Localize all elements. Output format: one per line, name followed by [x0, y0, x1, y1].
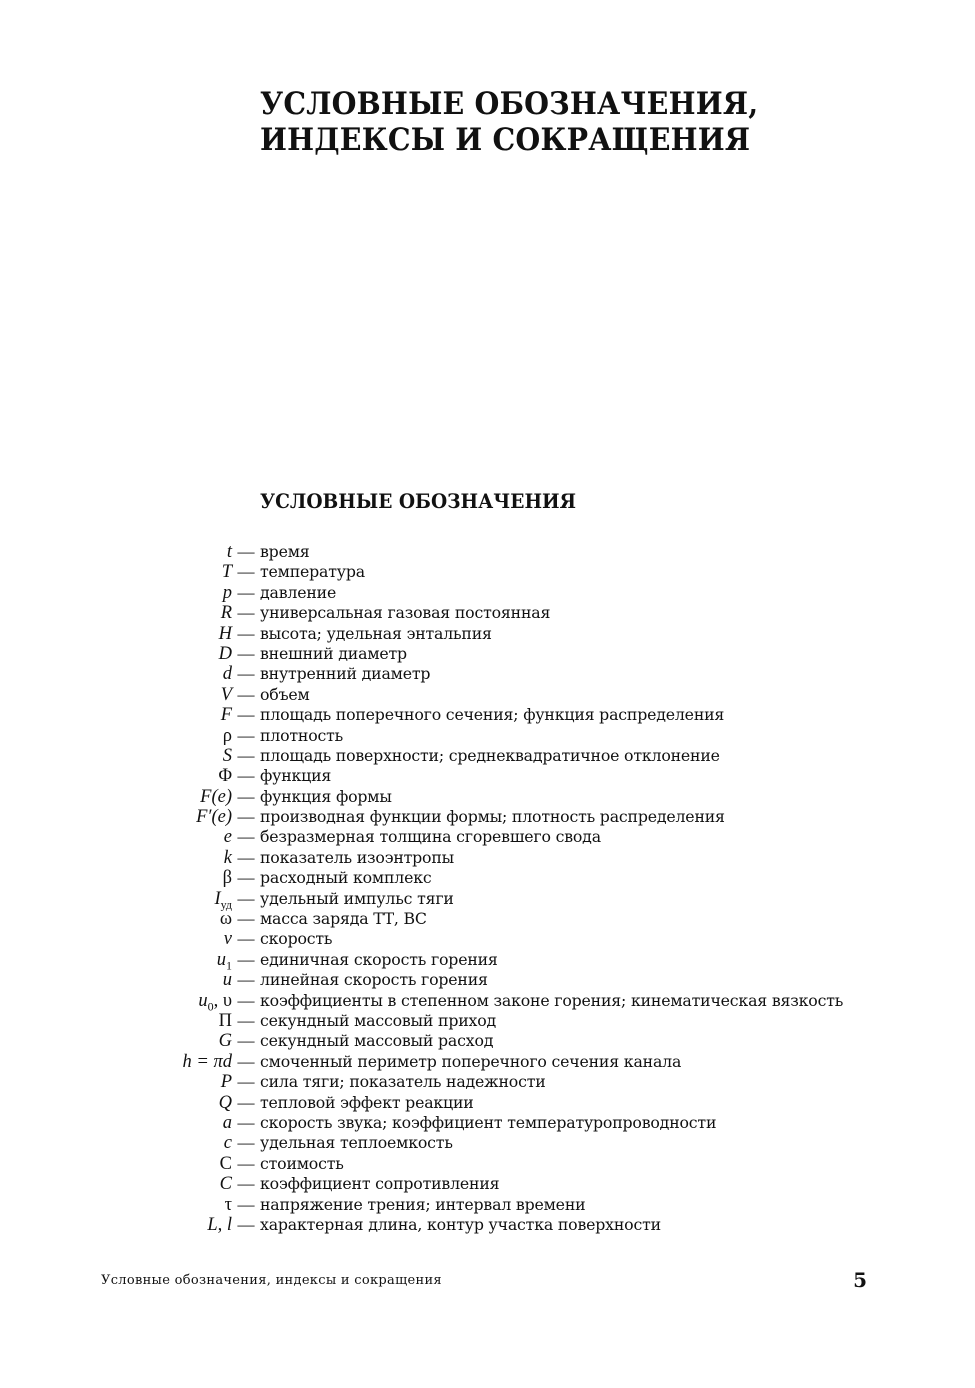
- em-dash: —: [237, 766, 255, 786]
- notation-row: [0, 929, 975, 949]
- notation-symbol-base: v: [223, 929, 232, 950]
- notation-row: [0, 1031, 975, 1051]
- notation-row: [0, 644, 975, 664]
- notation-symbol-base: C: [219, 1174, 232, 1195]
- em-dash: —: [237, 970, 255, 990]
- notation-description: удельная теплоемкость: [260, 1133, 453, 1153]
- notation-description: расходный комплекс: [260, 868, 432, 888]
- notation-symbol: [0, 848, 232, 869]
- page-title: [260, 86, 758, 158]
- notation-symbol-subscript: 0: [207, 999, 214, 1014]
- notation-symbol-base: e: [223, 827, 232, 848]
- notation-symbol-base: u: [216, 949, 226, 970]
- em-dash: —: [237, 705, 255, 725]
- notation-description: линейная скорость горения: [260, 970, 488, 990]
- notation-row: [0, 603, 975, 623]
- notation-symbol-base: τ: [224, 1194, 232, 1215]
- notation-row: [0, 685, 975, 705]
- notation-description: безразмерная толщина сгоревшего свода: [260, 827, 601, 847]
- notation-list: [0, 542, 975, 1235]
- notation-row: [0, 562, 975, 582]
- notation-symbol: [0, 1174, 232, 1195]
- notation-description: универсальная газовая постоянная: [260, 603, 551, 623]
- running-footer: Условные обозначения, индексы и сокращения: [101, 1273, 442, 1288]
- notation-symbol-base: p: [222, 582, 232, 603]
- page-title-line-1: УСЛОВНЫЕ ОБОЗНАЧЕНИЯ,: [260, 86, 759, 122]
- em-dash: —: [237, 1194, 255, 1214]
- em-dash: —: [237, 949, 255, 969]
- em-dash: —: [237, 1214, 255, 1234]
- notation-symbol: [0, 1093, 232, 1114]
- notation-description: внутренний диаметр: [260, 664, 431, 684]
- notation-symbol-base: c: [223, 1133, 232, 1154]
- notation-row: [0, 1113, 975, 1133]
- notation-row: [0, 1133, 975, 1153]
- em-dash: —: [237, 786, 255, 806]
- em-dash: —: [237, 664, 255, 684]
- notation-symbol: [0, 644, 232, 665]
- notation-description: температура: [260, 562, 365, 582]
- notation-row: [0, 1215, 975, 1235]
- notation-symbol: [0, 970, 232, 991]
- em-dash: —: [237, 909, 255, 929]
- notation-symbol: [0, 868, 232, 889]
- notation-symbol-base: β: [222, 868, 232, 889]
- notation-symbol-base: H: [218, 623, 232, 644]
- notation-symbol: [0, 603, 232, 624]
- em-dash: —: [237, 1174, 255, 1194]
- em-dash: —: [237, 623, 255, 643]
- page-number: 5: [853, 1268, 867, 1292]
- notation-row: [0, 664, 975, 684]
- notation-description: сила тяги; показатель надежности: [260, 1072, 546, 1092]
- em-dash: —: [237, 929, 255, 949]
- notation-row: [0, 624, 975, 644]
- notation-symbol-base: h = πd: [182, 1051, 232, 1072]
- notation-symbol-base: Φ: [218, 766, 232, 787]
- notation-description: тепловой эффект реакции: [260, 1092, 474, 1112]
- notation-symbol: [0, 1195, 232, 1216]
- notation-symbol: [0, 787, 232, 808]
- notation-description: секундный массовый приход: [260, 1010, 497, 1030]
- notation-row: [0, 807, 975, 827]
- notation-description: время: [260, 542, 310, 561]
- em-dash: —: [237, 1072, 255, 1092]
- notation-description: коэффициенты в степенном законе горения; кинематическая вязкость: [260, 990, 844, 1010]
- em-dash: —: [237, 888, 255, 908]
- notation-symbol-base: F: [220, 705, 232, 726]
- notation-symbol-base: d: [222, 664, 232, 685]
- notation-row: [0, 1052, 975, 1072]
- notation-symbol-base: T: [221, 562, 232, 583]
- notation-symbol-base: P: [220, 1072, 232, 1093]
- notation-row: [0, 888, 975, 912]
- notation-row: [0, 705, 975, 725]
- section-title: УСЛОВНЫЕ ОБОЗНАЧЕНИЯ: [260, 489, 576, 513]
- notation-symbol-base: u: [198, 990, 208, 1011]
- notation-description: показатель изоэнтропы: [260, 847, 455, 867]
- em-dash: —: [237, 542, 255, 561]
- notation-symbol: [0, 726, 232, 747]
- notation-description: единичная скорость горения: [260, 949, 498, 969]
- notation-symbol-base: F(e): [200, 786, 232, 807]
- notation-symbol: [0, 807, 232, 828]
- notation-description: функция формы: [260, 786, 392, 806]
- notation-row: [0, 766, 975, 786]
- notation-description: скорость звука; коэффициент температуропроводности: [260, 1112, 717, 1132]
- em-dash: —: [237, 1031, 255, 1051]
- notation-symbol-base: G: [218, 1031, 232, 1052]
- page-title-line-2: ИНДЕКСЫ И СОКРАЩЕНИЯ: [260, 122, 751, 158]
- notation-description: скорость: [260, 929, 333, 949]
- notation-symbol: [0, 909, 232, 930]
- notation-description: характерная длина, контур участка поверхности: [260, 1214, 661, 1234]
- notation-symbol: [0, 766, 232, 787]
- notation-symbol-base: S: [222, 745, 232, 766]
- notation-symbol: [0, 624, 232, 645]
- notation-row: [0, 1072, 975, 1092]
- notation-symbol-subscript: уд: [220, 897, 232, 912]
- notation-description: коэффициент сопротивления: [260, 1174, 500, 1194]
- notation-description: плотность: [260, 725, 344, 745]
- notation-row: [0, 909, 975, 929]
- notation-symbol: [0, 542, 232, 563]
- em-dash: —: [237, 643, 255, 663]
- notation-symbol-subscript: 1: [226, 958, 232, 973]
- em-dash: —: [237, 827, 255, 847]
- notation-row: [0, 1093, 975, 1113]
- notation-symbol: [0, 1031, 232, 1052]
- notation-symbol-base: R: [220, 603, 232, 624]
- notation-symbol-base: Π: [218, 1010, 232, 1031]
- notation-row: [0, 542, 975, 562]
- notation-row: [0, 827, 975, 847]
- notation-row: [0, 746, 975, 766]
- em-dash: —: [237, 725, 255, 745]
- notation-symbol: [0, 1011, 232, 1032]
- notation-symbol: [0, 583, 232, 604]
- notation-description: стоимость: [260, 1153, 344, 1173]
- notation-description: секундный массовый расход: [260, 1031, 494, 1051]
- notation-row: [0, 787, 975, 807]
- notation-symbol: [0, 1052, 232, 1073]
- notation-symbol-suffix: , υ: [213, 990, 232, 1011]
- em-dash: —: [237, 562, 255, 582]
- notation-row: [0, 990, 975, 1014]
- notation-row: [0, 970, 975, 990]
- notation-symbol-base: k: [223, 847, 232, 868]
- notation-description: площадь поперечного сечения; функция распределения: [260, 705, 725, 725]
- em-dash: —: [237, 745, 255, 765]
- notation-description: высота; удельная энтальпия: [260, 623, 492, 643]
- em-dash: —: [237, 1092, 255, 1112]
- em-dash: —: [237, 807, 255, 827]
- notation-description: площадь поверхности; среднеквадратичное отклонение: [260, 745, 720, 765]
- notation-row: [0, 726, 975, 746]
- notation-description: смоченный периметр поперечного сечения канала: [260, 1051, 682, 1071]
- notation-symbol: [0, 1154, 232, 1175]
- notation-symbol-base: ω: [219, 909, 232, 930]
- notation-symbol: [0, 562, 232, 583]
- notation-description: производная функции формы; плотность распределения: [260, 807, 725, 827]
- notation-description: внешний диаметр: [260, 643, 407, 663]
- notation-row: [0, 848, 975, 868]
- notation-symbol-base: D: [218, 643, 232, 664]
- notation-symbol-base: a: [222, 1112, 232, 1133]
- notation-row: [0, 1011, 975, 1031]
- notation-row: [0, 1195, 975, 1215]
- notation-symbol: [0, 1072, 232, 1093]
- em-dash: —: [237, 582, 255, 602]
- notation-symbol: [0, 705, 232, 726]
- notation-description: масса заряда ТТ, ВС: [260, 909, 427, 929]
- notation-row: [0, 583, 975, 603]
- notation-symbol-base: Q: [218, 1092, 232, 1113]
- notation-symbol: [0, 1113, 232, 1134]
- notation-description: объем: [260, 684, 310, 704]
- em-dash: —: [237, 1153, 255, 1173]
- notation-description: напряжение трения; интервал времени: [260, 1194, 586, 1214]
- em-dash: —: [237, 1112, 255, 1132]
- notation-symbol: [0, 746, 232, 767]
- notation-symbol: [0, 827, 232, 848]
- em-dash: —: [237, 868, 255, 888]
- em-dash: —: [237, 1133, 255, 1153]
- notation-row: [0, 949, 975, 973]
- notation-description: функция: [260, 766, 332, 786]
- em-dash: —: [237, 684, 255, 704]
- notation-symbol: [0, 664, 232, 685]
- notation-symbol: [0, 685, 232, 706]
- notation-symbol-base: I: [214, 888, 221, 909]
- em-dash: —: [237, 847, 255, 867]
- notation-symbol: [0, 929, 232, 950]
- notation-description: давление: [260, 582, 337, 602]
- notation-symbol-base: t: [226, 542, 232, 562]
- em-dash: —: [237, 603, 255, 623]
- notation-description: удельный импульс тяги: [260, 888, 454, 908]
- notation-symbol: [0, 1215, 232, 1236]
- em-dash: —: [237, 1010, 255, 1030]
- notation-symbol-base: V: [220, 684, 232, 705]
- notation-row: [0, 868, 975, 888]
- notation-symbol-base: ρ: [222, 725, 232, 746]
- notation-symbol-base: L, l: [207, 1214, 232, 1235]
- notation-symbol-base: u: [222, 970, 232, 991]
- em-dash: —: [237, 990, 255, 1010]
- em-dash: —: [237, 1051, 255, 1071]
- notation-row: [0, 1174, 975, 1194]
- notation-row: [0, 1154, 975, 1174]
- notation-symbol: [0, 1133, 232, 1154]
- notation-symbol-base: С: [219, 1153, 232, 1174]
- notation-symbol-base: F′(e): [196, 807, 232, 828]
